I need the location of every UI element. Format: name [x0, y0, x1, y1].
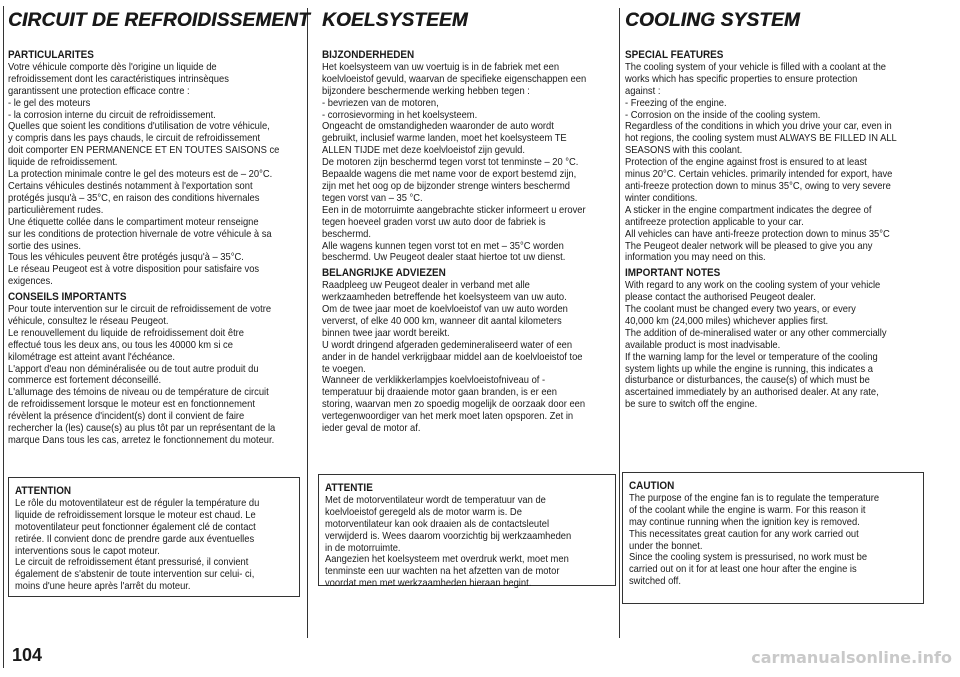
text-line: Protection of the engine against frost is ensured to at least: [625, 157, 867, 169]
page-title-fr: CIRCUIT DE REFROIDISSEMENT: [8, 10, 310, 31]
text-line: De motoren zijn beschermd tegen vorst tot tenminste – 20 °C.: [322, 157, 579, 169]
text-line: information you may need on this.: [625, 252, 766, 264]
text-line: minus 20°C. Certain vehicles. primarily intended for export, have: [625, 169, 893, 181]
text-line: - Corrosion on the inside of the cooling system.: [625, 109, 821, 121]
text-line: doit comporter EN PERMANENCE ET EN TOUTES SAISONS ce: [8, 145, 280, 157]
text-line: works which has specific properties to ensure protection: [625, 73, 858, 85]
text-line: de refroidissement lorsque le moteur est en fonctionnement: [8, 399, 255, 411]
text-line: All vehicles can have anti-freeze protection down to minus 35°C: [625, 228, 890, 240]
attention-box-text: [15, 486, 300, 593]
text-line: tegen vorst van – 35 °C.: [322, 192, 423, 204]
box-text-line: Aangezien het koelsysteem met overdruk werkt, moet men: [325, 554, 569, 566]
text-line: garantissent une protection efficace contre :: [8, 85, 190, 97]
text-line: protégés jusqu'à – 35°C, en raison des conditions hivernales: [8, 192, 260, 204]
body-text-fr: [8, 50, 312, 447]
text-line: refroidissement dont les caractéristiques intrinsèques: [8, 73, 229, 85]
text-line: Le réseau Peugeot est à votre disposition pour satisfaire vos: [8, 264, 260, 276]
text-line: temperatuur bij draaiende motor gaan branden, is er een: [322, 387, 557, 399]
text-line: ascertained immediately by an authorised dealer. At any rate,: [625, 387, 879, 399]
text-line: L'apport d'eau non déminéralisée ou de tout autre produit du: [8, 363, 259, 375]
box-text-line: motorventilateur kan ook draaien als de contactsleutel: [325, 518, 550, 530]
text-line: Alle wagens kunnen tegen vorst tot en met – 35°C worden: [322, 240, 564, 252]
page-title-en: COOLING SYSTEM: [625, 10, 800, 31]
text-line: marque Dans tous les cas, arretez le fonctionnement du moteur.: [8, 435, 275, 446]
box-heading: ATTENTION: [15, 485, 72, 497]
box-text-line: également de s'abstenir de toute intervention sur celui- ci,: [15, 569, 255, 581]
box-text-line: of the coolant while the engine is warm. For this reason it: [629, 504, 866, 516]
text-line: With regard to any work on the cooling system of your vehicle: [625, 280, 881, 292]
text-line: Votre véhicule comporte dès l'origine un liquide de: [8, 61, 217, 73]
text-line: - la corrosion interne du circuit de refroidissement.: [8, 109, 216, 121]
text-line: Regardless of the conditions in which you drive your car, even in: [625, 121, 892, 133]
text-line: révèlent la présence d'incident(s) dont il convient de faire: [8, 411, 245, 423]
text-line: The Peugeot dealer network will be pleased to give you any: [625, 240, 873, 252]
text-line: te voegen.: [322, 363, 366, 375]
text-line: kilométrage est atteint avant l'échéance.: [8, 351, 175, 363]
box-text-line: Le rôle du motoventilateur est de réguler la température du: [15, 497, 260, 509]
box-text-line: retirée. Il convient donc de prendre garde aux éventuelles: [15, 533, 255, 545]
text-line: available product is most inadvisable.: [625, 339, 781, 351]
page-title-nl: KOELSYSTEEM: [322, 10, 468, 31]
text-line: Het koelsysteem van uw voertuig is in de fabriek met een: [322, 61, 560, 73]
section-heading: CONSEILS IMPORTANTS: [8, 291, 127, 304]
text-line: A sticker in the engine compartment indicates the degree of: [625, 204, 872, 216]
text-line: L'allumage des témoins de niveau ou de température de circuit: [8, 387, 269, 399]
text-line: effectué tous les deux ans, ou tous les 40000 km si ce: [8, 339, 233, 351]
box-text-line: liquide de refroidissement lorsque le moteur est chaud. Le: [15, 509, 256, 521]
text-line: - Freezing of the engine.: [625, 97, 727, 109]
box-text-line: in de motorruimte.: [325, 542, 401, 554]
section-heading: SPECIAL FEATURES: [625, 49, 724, 61]
box-text-line: interventions sous le capot moteur.: [15, 545, 160, 557]
text-line: ander in de handel verkrijgbaar middel aan de koelvloeistof toe: [322, 351, 583, 363]
box-text-line: verwijderd is. Wees daarom voorzichtig bij werkzaamheden: [325, 530, 572, 542]
text-line: disturbance or disturbances, the cause(s) of which must be: [625, 375, 870, 387]
text-line: SEASONS with this coolant.: [625, 145, 743, 157]
text-line: Une étiquette collée dans le compartiment moteur renseigne: [8, 216, 259, 228]
text-line: hot regions, the cooling system must ALWAYS BE FILLED IN ALL: [625, 133, 897, 145]
caution-box: [622, 472, 924, 604]
text-line: tegen hoeveel graden vorst uw auto door de fabriek is: [322, 216, 546, 228]
box-text-line: Met de motorventilateur wordt de temperatuur van de: [325, 494, 546, 506]
text-line: Tous les véhicules peuvent être protégés jusqu'à – 35°C.: [8, 252, 244, 264]
text-line: antifreeze protection applicable to your car.: [625, 216, 804, 228]
text-line: bijzondere beschermende werking hebben tegen :: [322, 85, 530, 97]
text-line: exigences.: [8, 276, 53, 288]
text-line: beschermd. Uw Peugeot dealer staat hiertoe tot uw dienst.: [322, 252, 566, 264]
column-divider: [3, 6, 4, 668]
text-line: system lights up while the engine is running, this indicates a: [625, 363, 873, 375]
box-text-line: koelvloeistof geregeld als de motor warm is. De: [325, 506, 522, 518]
text-line: Le renouvellement du liquide de refroidissement doit être: [8, 327, 245, 339]
text-line: particulièrement rudes.: [8, 204, 104, 216]
text-line: storing, waarvan men zo spoedig mogelijk de oorzaak door een: [322, 399, 586, 411]
section-heading: PARTICULARITES: [8, 49, 94, 61]
text-line: véhicule, consultez le réseau Peugeot.: [8, 315, 169, 327]
text-line: be sure to switch off the engine.: [625, 399, 758, 411]
text-line: Pour toute intervention sur le circuit de refroidissement de votre: [8, 304, 272, 316]
body-text-en: [625, 50, 938, 411]
text-line: please contact the authorised Peugeot dealer.: [625, 292, 816, 304]
caution-box-text: [629, 481, 923, 588]
box-text-line: tenminste een uur wachten na het afzetten van de motor: [325, 566, 560, 578]
text-line: - le gel des moteurs: [8, 97, 91, 109]
text-line: - corrosievorming in het koelsysteem.: [322, 109, 478, 121]
text-line: beschermd.: [322, 228, 371, 240]
text-line: Quelles que soient les conditions d'utilisation de votre véhicule,: [8, 121, 270, 133]
text-line: werkzaamheden betreffende het koelsysteem van uw auto.: [322, 292, 567, 304]
text-line: sur les conditions de protection hivernale de votre véhicule à sa: [8, 228, 272, 240]
text-line: vertegenwoordiger van het merk moet laten opsporen. Zet in: [322, 411, 574, 423]
text-line: rechercher la (les) cause(s) au plus tôt par un représentant de la: [8, 423, 276, 435]
box-text-line: switched off.: [629, 576, 681, 588]
text-line: La protection minimale contre le gel des moteurs est de – 20°C.: [8, 169, 273, 181]
text-line: commerce est fortement déconseillé.: [8, 375, 162, 387]
attentie-box-text: [325, 483, 616, 590]
attention-box: [8, 477, 300, 597]
text-line: Ongeacht de omstandigheden waaronder de auto wordt: [322, 121, 554, 133]
attentie-box: [318, 474, 616, 590]
box-text-line: This necessitates great caution for any work carried out: [629, 528, 859, 540]
box-text-line: moins d'une heure après l'arrêt du moteur.: [15, 581, 191, 593]
text-line: - bevriezen van de motoren,: [322, 97, 439, 109]
box-heading: CAUTION: [629, 480, 675, 492]
text-line: liquide de refroidissement.: [8, 157, 118, 169]
text-line: 40,000 km (24,000 miles) whichever applies first.: [625, 315, 829, 327]
text-line: zijn met het oog op de bijzonder strenge winters beschermd: [322, 180, 570, 192]
body-text-nl: [322, 50, 626, 435]
text-line: sortie des usines.: [8, 240, 81, 252]
text-line: y compris dans les pays chauds, le circuit de refroidissement: [8, 133, 261, 145]
text-line: U wordt dringend afgeraden gedemineraliseerd water of een: [322, 339, 573, 351]
section-heading: IMPORTANT NOTES: [625, 267, 721, 280]
box-text-line: may continue running when the ignition key is removed.: [629, 516, 860, 528]
text-line: The cooling system of your vehicle is filled with a coolant at the: [625, 61, 887, 73]
box-text-line: The purpose of the engine fan is to regulate the temperature: [629, 492, 880, 504]
text-line: ALLEN TIJDE met deze koelvloeistof zijn gevuld.: [322, 145, 526, 157]
text-line: Certains véhicules destinés notamment à l'exportation sont: [8, 180, 253, 192]
text-line: Een in de motorruimte aangebrachte sticker informeert u erover: [322, 204, 586, 216]
page-number: 104: [12, 645, 43, 665]
section-heading: BIJZONDERHEDEN: [322, 49, 415, 61]
text-line: koelvloeistof gevuld, waarvan de specifieke eigenschappen een: [322, 73, 587, 85]
text-line: winter conditions.: [625, 192, 698, 204]
text-line: Om de twee jaar moet de koelvloeistof van uw auto worden: [322, 304, 568, 316]
text-line: The addition of de-mineralised water or any other commercially: [625, 327, 887, 339]
text-line: ververst, of elke 40 000 km, wanneer dit aantal kilometers: [322, 315, 562, 327]
text-line: If the warning lamp for the level or temperature of the cooling: [625, 351, 878, 363]
text-line: binnen twee jaar wordt bereikt.: [322, 327, 450, 339]
box-text-line: Since the cooling system is pressurised, no work must be: [629, 552, 868, 564]
text-line: against :: [625, 85, 661, 97]
box-text-line: carried out on it for at least one hour after the engine is: [629, 564, 857, 576]
watermark-text: carmanualsonline.info: [751, 648, 952, 667]
box-text-line: under the bonnet.: [629, 540, 703, 552]
box-text-line: Le circuit de refroidissement étant pressurisé, il convient: [15, 557, 249, 569]
text-line: Raadpleeg uw Peugeot dealer in verband met alle: [322, 280, 530, 292]
text-line: The coolant must be changed every two years, or every: [625, 304, 856, 316]
section-heading: BELANGRIJKE ADVIEZEN: [322, 267, 446, 280]
text-line: anti-freeze protection down to minus 35°C, owing to very severe: [625, 180, 891, 192]
box-heading: ATTENTIE: [325, 482, 373, 494]
box-text-line: motoventilateur peut fonctionner également clé de contact: [15, 521, 256, 533]
text-line: Wanneer de verklikkerlampjes koelvloeistofniveau of -: [322, 375, 546, 387]
text-line: Bepaalde wagens die met name voor de export bestemd zijn,: [322, 169, 577, 181]
box-text-line: voordat men met werkzaamheden hieraan begint.: [325, 578, 532, 590]
text-line: gebruikt, inclusief warme landen, moet het koelsysteem TE: [322, 133, 567, 145]
text-line: ieder geval de motor af.: [322, 423, 421, 435]
